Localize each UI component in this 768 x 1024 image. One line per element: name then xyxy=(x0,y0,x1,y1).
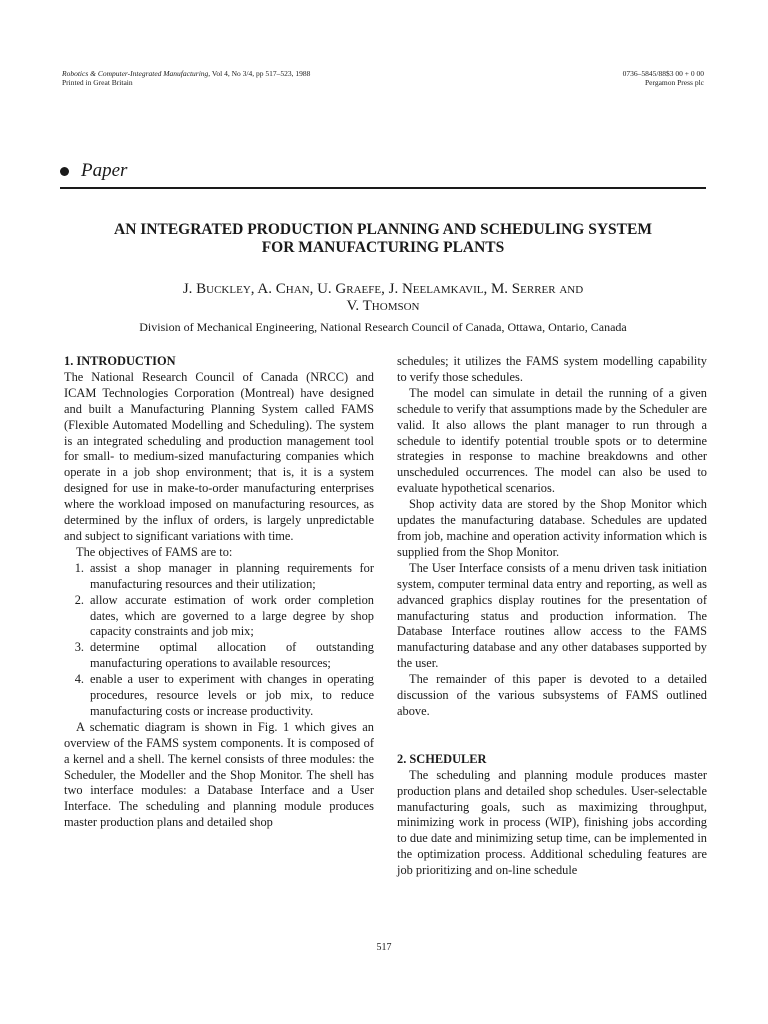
paper-title xyxy=(60,221,706,257)
title-line-1: AN INTEGRATED PRODUCTION PLANNING AND SCHEDULING SYSTEM xyxy=(114,221,652,238)
list-item: 2. allow accurate estimation of work order completion dates, which are governed to a large degree by shop capacity constraints and job mix; xyxy=(74,592,374,639)
journal-citation xyxy=(62,69,310,87)
right-paragraph-3: Shop activity data are stored by the Shop Monitor which updates the manufacturing database. Schedules are updated from job, machine and operation activity information which is supplied from the Shop Monitor. xyxy=(397,497,707,559)
right-paragraph-5: The remainder of this paper is devoted to a detailed discussion of the various subsystems of FAMS outlined above. xyxy=(397,672,707,718)
intro-paragraph-3: A schematic diagram is shown in Fig. 1 which gives an overview of the FAMS system components. It is composed of a kernel and a shell. The kernel consists of three modules: the Scheduler, the Modeller and the Shop Monitor. The shell has two interface modules: a Database Interface and a User Interface. The scheduling and planning module produces master production plans and detailed shop xyxy=(64,719,374,830)
intro-heading: 1. INTRODUCTION xyxy=(64,354,176,368)
section-label xyxy=(60,160,127,182)
authors xyxy=(60,281,706,315)
section-label-text: Paper xyxy=(81,160,128,181)
objectives-list xyxy=(64,561,374,720)
list-item: 1. assist a shop manager in planning requirements for manufacturing resources and their utilization; xyxy=(74,560,374,591)
affiliation: Division of Mechanical Engineering, National Research Council of Canada, Ottawa, Ontario, Canada xyxy=(139,320,627,334)
printed-in: Printed in Great Britain xyxy=(62,78,133,87)
authors-line-2: V. Thomson xyxy=(346,298,420,314)
list-item: 4. enable a user to experiment with changes in operating procedures, resource levels or job mix, to reduce manufacturing costs or increase productivity. xyxy=(74,672,374,718)
intro-paragraph-2: The objectives of FAMS are to: xyxy=(76,544,233,559)
journal-volume: Vol 4, No 3/4, pp 517–523, 1988 xyxy=(210,69,311,78)
header-rule xyxy=(60,187,706,189)
scheduler-paragraph-1: The scheduling and planning module produces master production plans and detailed shop schedules. User-selectable manufacturing goals, such as maximizing throughput, minimizing work in process (WIP), finishing jobs according to due date and minimizing setup time, can be implemented in the optimization process. Additional scheduling features are job prioritizing and on-line schedule xyxy=(397,767,707,878)
authors-line-1: J. Buckley, A. Chan, U. Graefe, J. Neelamkavil, M. Serrer and xyxy=(182,281,584,297)
issn: 0736–5845/88$3 00 + 0 00 xyxy=(622,69,704,78)
list-item: 3. determine optimal allocation of outstanding manufacturing operations to available resources; xyxy=(74,640,374,671)
right-paragraph-1: schedules; it utilizes the FAMS system modelling capability to verify those schedules. xyxy=(397,354,707,384)
scheduler-heading: 2. SCHEDULER xyxy=(397,751,487,766)
journal-name: Robotics & Computer-Integrated Manufacturing, xyxy=(62,69,211,78)
page-number: 517 xyxy=(376,942,392,953)
right-paragraph-2: The model can simulate in detail the running of a given schedule to verify that assumptions made by the Scheduler are valid. It also allows the plant manager to run through a schedule to identify potential trouble spots or to determine strategies in response to machine breakdowns and other unscheduled occurrences. The model can also be used to evaluate hypothetical scenarios. xyxy=(397,385,707,496)
issn-block xyxy=(623,69,704,87)
right-paragraph-4: The User Interface consists of a menu driven task initiation system, computer terminal data entry and reporting, as well as advanced graphics display routines for the presentation of manufacturing status and production information. The Database Interface routines allow access to the FAMS manufacturing database and any other databases supported by the user. xyxy=(397,560,707,671)
bullet-icon xyxy=(60,167,69,176)
section-gap xyxy=(397,720,707,752)
intro-paragraph-1: The National Research Council of Canada (NRCC) and ICAM Technologies Corporation (Montreal) have designed and built a Manufacturing Planning System called FAMS (Flexible Automated Modelling and Scheduling). The system is an integrated scheduling and production management tool for small- to medium-sized manufacturing companies which operate in a job shop environment; that is, it is a system designed for use in make-to-order manufacturing enterprises where the workload imposed on manufacturing resources, as determined by the influx of orders, is largely unpredictable and subject to significant variations with time. xyxy=(64,369,374,543)
right-column xyxy=(397,354,707,879)
publisher: Pergamon Press plc xyxy=(644,78,704,87)
left-column xyxy=(64,354,374,831)
title-line-2: FOR MANUFACTURING PLANTS xyxy=(261,239,505,256)
